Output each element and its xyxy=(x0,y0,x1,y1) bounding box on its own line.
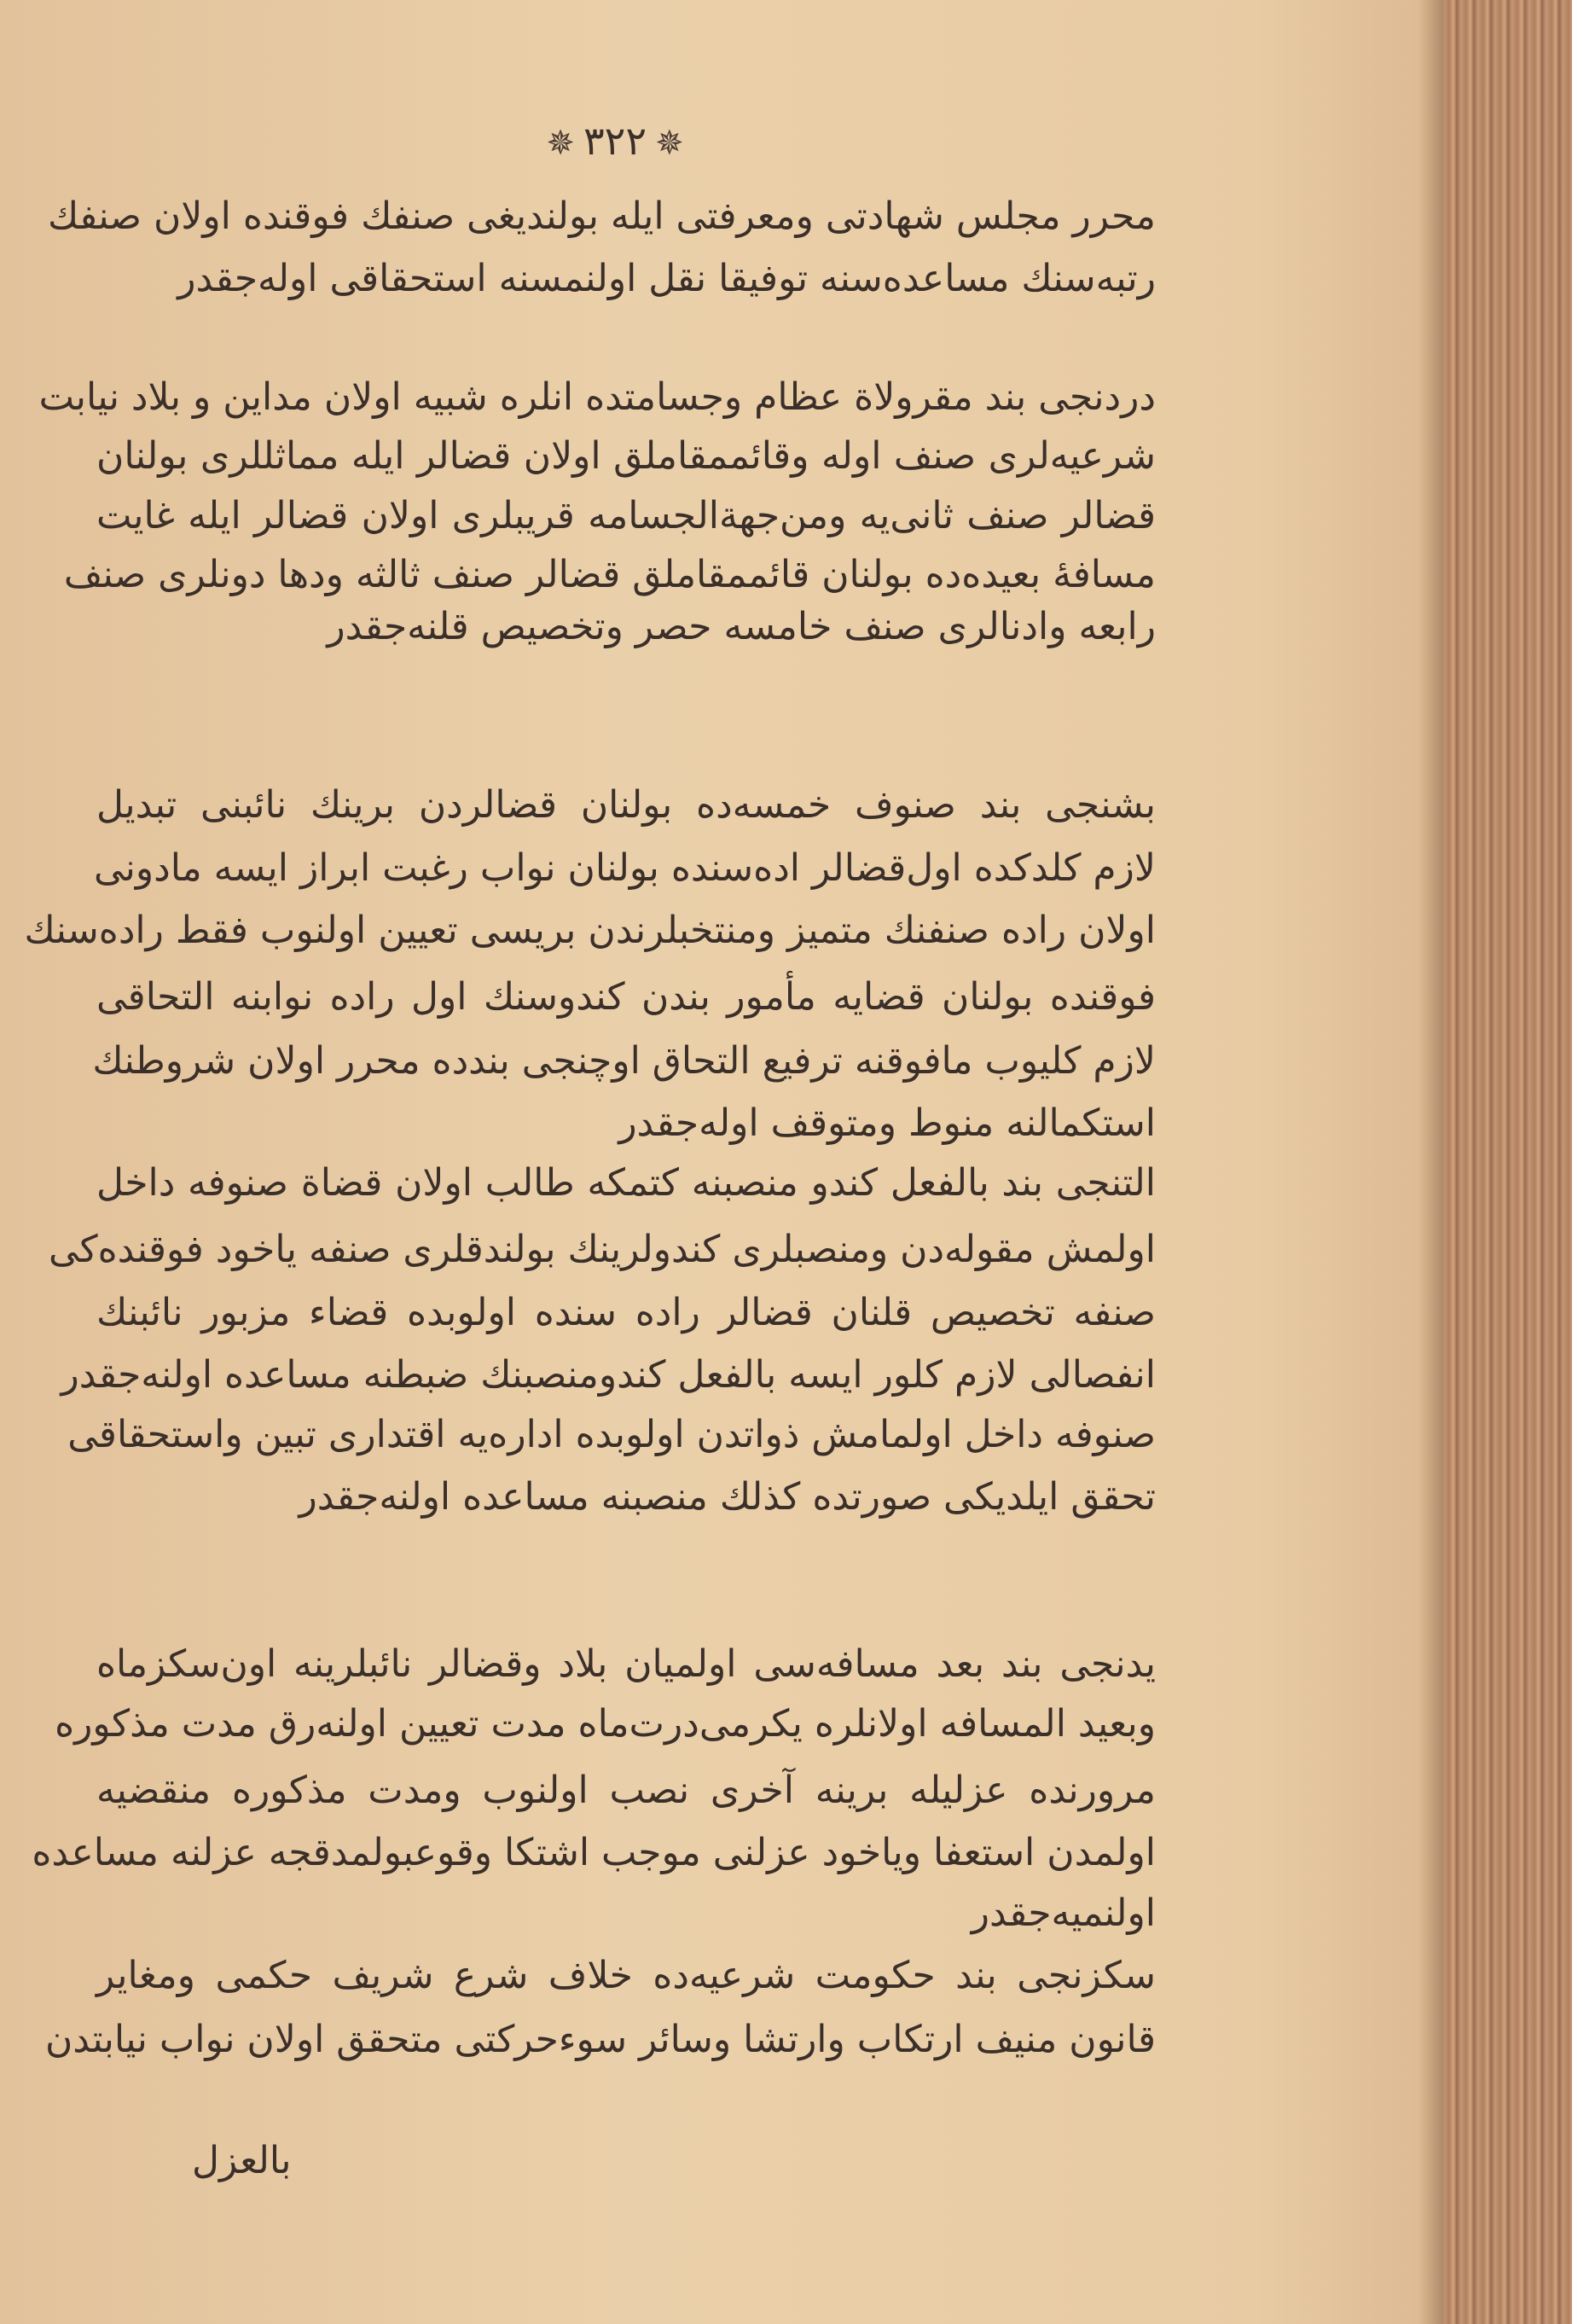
text-line: سکزنجی بند حکومت شرعیه‌ده خلاف شرع شریف حکمی ومغایر xyxy=(96,1954,1156,1997)
text-line: التنجی بند بالفعل کندو منصبنه کتمکه طالب اولان قضاة صنوفه داخل xyxy=(96,1161,1156,1205)
ornament-icon: ✵ xyxy=(655,124,684,163)
text-line: رتبه‌سنك مساعده‌سنه توفیقا نقل اولنمسنه استحقاقی اوله‌جقدر xyxy=(177,257,1156,300)
text-line: انفصالی لازم کلور ایسه بالفعل کندومنصبنك ضبطنه مساعده اولنه‌جقدر xyxy=(61,1353,1156,1397)
text-line: اولان راده صنفنك متمیز ومنتخبلرندن بریسی تعیین اولنوب فقط راده‌سنك xyxy=(24,909,1156,952)
text-line: فوقنده بولنان قضایه مأمور بندن کندوسنك اول راده نوابنه التحاقی xyxy=(96,975,1156,1019)
text-line: صنفه تخصیص قلنان قضالر راده سنده اولوبده قضاء مزبور نائبنك xyxy=(96,1291,1156,1334)
catchword: بالعزل xyxy=(192,2139,292,2182)
text-line: بشنجی بند صنوف خمسه‌ده بولنان قضالردن برینك نائبنی تبدیل xyxy=(96,783,1156,827)
text-line: قانون منیف ارتکاب وارتشا وسائر سوءحرکتی متحقق اولان نواب نیابتدن xyxy=(44,2018,1156,2061)
text-line: مسافهٔ بعیده‌ده بولنان قائممقاملق قضالر صنف ثالثه ودها دونلری صنف xyxy=(63,553,1156,596)
text-line: تحقق ایلدیکی صورتده کذلك منصبنه مساعده اولنه‌جقدر xyxy=(299,1475,1156,1519)
text-line: لازم کلیوب مافوقنه ترفیع التحاق اوچنجی بندده محرر اولان شروطنك xyxy=(92,1039,1156,1083)
text-line: رابعه وادنالری صنف خامسه حصر وتخصیص قلنه‌جقدر xyxy=(327,605,1156,648)
text-line: لازم کلدکده اول‌قضالر ادەسنده بولنان نواب رغبت ابراز ایسه مادونی xyxy=(93,846,1156,890)
page-number: ٣٢٢ xyxy=(583,118,647,164)
text-line: استکمالنه منوط ومتوقف اوله‌جقدر xyxy=(618,1101,1156,1145)
page-header xyxy=(530,118,700,164)
page-gutter-shadow xyxy=(1418,0,1444,2324)
book-page-edges xyxy=(1444,0,1572,2324)
text-line: اولمش مقوله‌دن ومنصبلری کندولرینك بولندقلری صنفه یاخود فوقنده‌کی xyxy=(48,1228,1156,1271)
text-line: صنوفه داخل اولمامش ذواتدن اولوبده اداره‌یه اقتداری تبین واستحقاقی xyxy=(67,1413,1156,1456)
ornament-icon: ✵ xyxy=(546,124,575,163)
text-line: یدنجی بند بعد مسافه‌سی اولمیان بلاد وقضالر نائبلرینه اون‌سکزماه xyxy=(96,1642,1156,1686)
text-line: اولنمیه‌جقدر xyxy=(971,1891,1156,1935)
text-line: مرورنده عزلیله برینه آخری نصب اولنوب ومدت مذکوره منقضیه xyxy=(96,1769,1156,1812)
text-line: دردنجی بند مقرولاة عظام وجسامتده انلره شبیه اولان مداین و بلاد نیابت xyxy=(38,375,1156,419)
text-line: وبعید المسافه اولانلره یکرمی‌درت‌ماه مدت تعیین اولنه‌رق مدت مذکوره xyxy=(55,1702,1156,1746)
text-line: قضالر صنف ثانی‌یه ومن‌جهة‌الجسامه قریبلری اولان قضالر ایله غایت xyxy=(96,494,1156,537)
text-line: محرر مجلس شهادتی ومعرفتی ایله بولندیغی صنفك فوقنده اولان صنفك xyxy=(48,195,1156,238)
text-line: شرعیه‌لری صنف اوله وقائممقاملق اولان قضالر ایله مماثللری بولنان xyxy=(96,434,1156,478)
text-line: اولمدن استعفا ویاخود عزلنی موجب اشتکا وقوعبولمدقجه عزلنه مساعده xyxy=(32,1831,1156,1874)
